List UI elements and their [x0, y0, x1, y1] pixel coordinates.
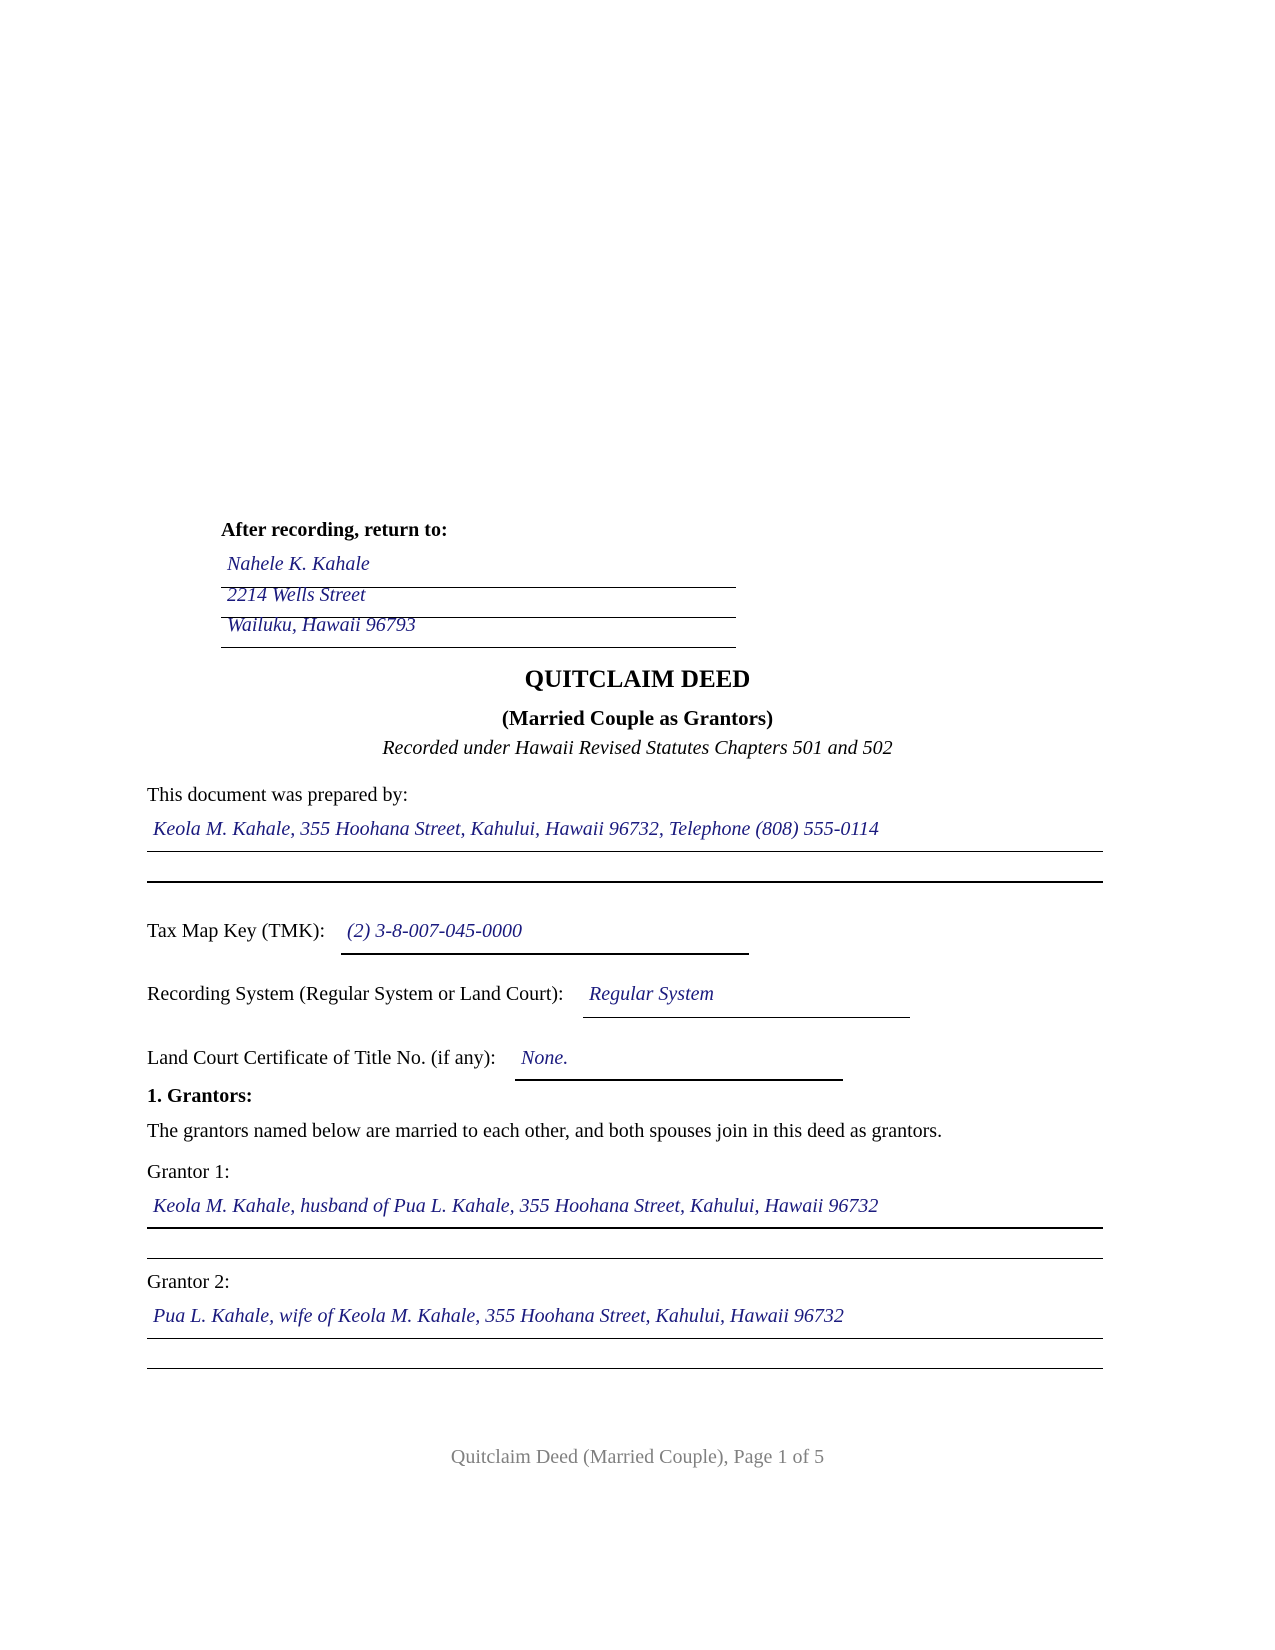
- tmk-value[interactable]: (2) 3-8-007-045-0000: [347, 920, 522, 942]
- grantor-2-label: Grantor 2:: [147, 1271, 230, 1293]
- land-court-label: Land Court Certificate of Title No. (if any):: [147, 1047, 496, 1069]
- tmk-line: [341, 953, 749, 955]
- grantor-1-label: Grantor 1:: [147, 1161, 230, 1183]
- recording-system-value[interactable]: Regular System: [589, 983, 714, 1005]
- recording-system-line: [583, 1017, 910, 1018]
- document-title: QUITCLAIM DEED: [524, 666, 751, 693]
- return-to-name[interactable]: Nahele K. Kahale: [227, 553, 370, 575]
- grantor-2-value[interactable]: Pua L. Kahale, wife of Keola M. Kahale, 355 Hoohana Street, Kahului, Hawaii 96732: [153, 1305, 844, 1327]
- document-subtitle: (Married Couple as Grantors): [501, 706, 774, 730]
- grantor-2-line-1: [147, 1338, 1103, 1339]
- page-footer: Quitclaim Deed (Married Couple), Page 1 of 5: [450, 1446, 825, 1468]
- grantor-1-line-2: [147, 1258, 1103, 1259]
- grantor-1-line-1: [147, 1227, 1103, 1229]
- statute-note: Recorded under Hawaii Revised Statutes Chapters 501 and 502: [382, 737, 893, 759]
- land-court-value[interactable]: None.: [521, 1047, 569, 1069]
- grantors-heading: 1. Grantors:: [147, 1085, 253, 1107]
- return-to-line-3: [221, 647, 736, 648]
- tmk-label: Tax Map Key (TMK):: [147, 920, 325, 942]
- return-to-heading: After recording, return to:: [221, 519, 448, 541]
- grantor-2-line-2: [147, 1368, 1103, 1369]
- return-to-city[interactable]: Wailuku, Hawaii 96793: [227, 614, 416, 636]
- recording-system-label: Recording System (Regular System or Land Court):: [147, 983, 564, 1005]
- prepared-by-label: This document was prepared by:: [147, 784, 409, 806]
- prepared-by-line-2: [147, 881, 1103, 883]
- prepared-by-value[interactable]: Keola M. Kahale, 355 Hoohana Street, Kahului, Hawaii 96732, Telephone (808) 555-0114: [153, 818, 879, 840]
- grantor-1-value[interactable]: Keola M. Kahale, husband of Pua L. Kahale, 355 Hoohana Street, Kahului, Hawaii 96732: [153, 1195, 879, 1217]
- return-to-street[interactable]: 2214 Wells Street: [227, 584, 366, 606]
- land-court-line: [515, 1079, 843, 1081]
- grantors-intro: The grantors named below are married to each other, and both spouses join in this deed as grantors.: [147, 1120, 943, 1142]
- prepared-by-line-1: [147, 851, 1103, 852]
